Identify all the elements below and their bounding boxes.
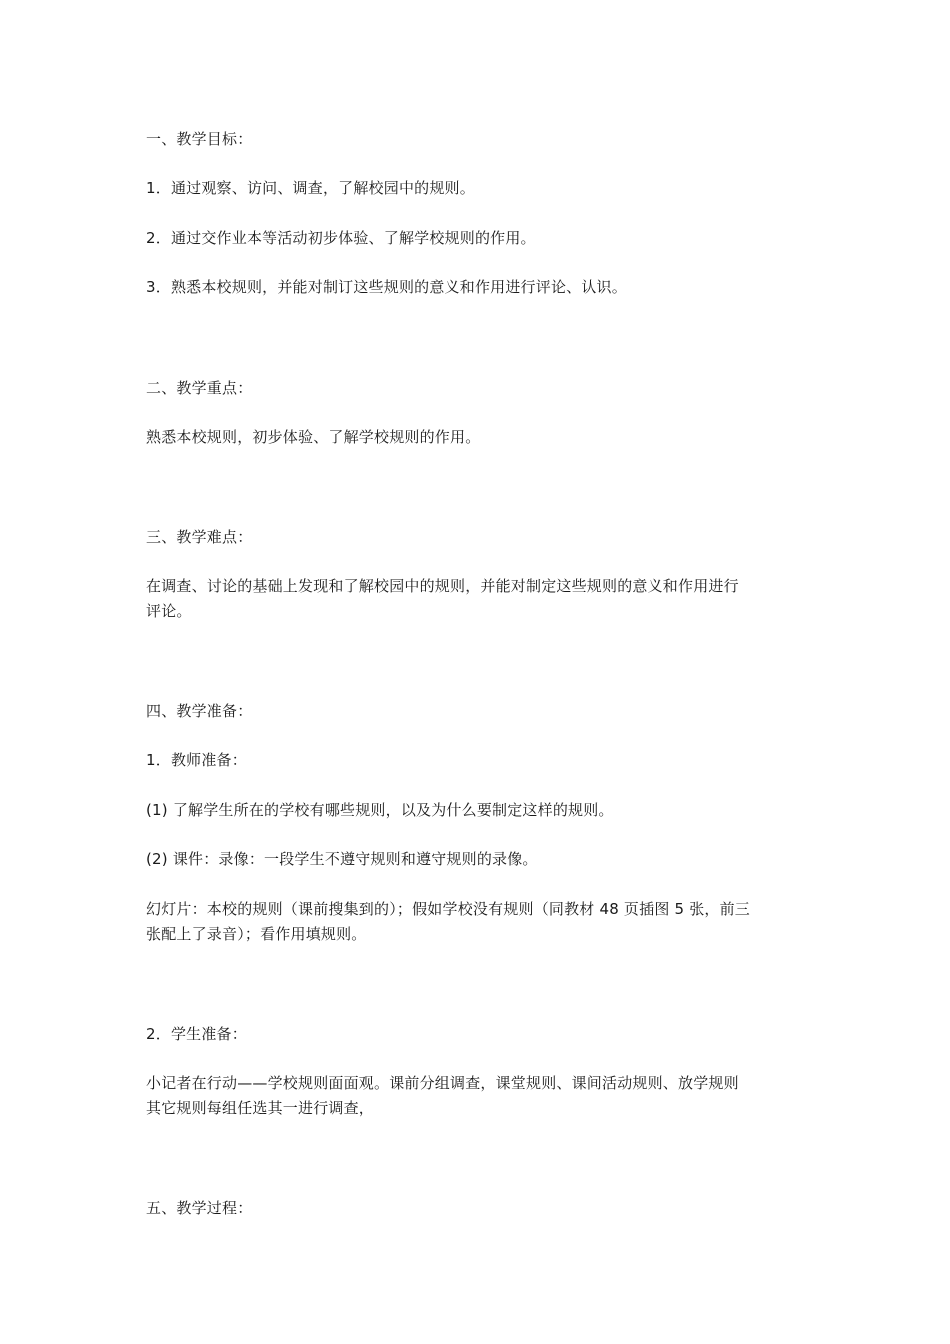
section-heading-process: 五、教学过程： <box>146 1199 253 1217</box>
teacher-preparation-item-1: (1) 了解学生所在的学校有哪些规则，以及为什么要制定这样的规则。 <box>146 801 614 819</box>
student-preparation-heading: 2．学生准备： <box>146 1025 247 1043</box>
teacher-preparation-item-2: (2) 课件：录像：一段学生不遵守规则和遵守规则的录像。 <box>146 850 538 868</box>
difficulties-text-line-2: 评论。 <box>146 602 192 620</box>
section-heading-preparation: 四、教学准备： <box>146 702 253 720</box>
teacher-preparation-heading: 1．教师准备： <box>146 751 247 769</box>
objective-item-2: 2．通过交作业本等活动初步体验、了解学校规则的作用。 <box>146 229 536 247</box>
student-preparation-line-1: 小记者在行动——学校规则面面观。课前分组调查，课堂规则、课间活动规则、放学规则 <box>146 1074 739 1092</box>
slides-text-line-2: 张配上了录音）；看作用填规则。 <box>146 925 367 943</box>
objective-item-1: 1．通过观察、访问、调查，了解校园中的规则。 <box>146 179 475 197</box>
section-heading-key-points: 二、教学重点： <box>146 379 253 397</box>
key-points-text: 熟悉本校规则，初步体验、了解学校规则的作用。 <box>146 428 481 446</box>
section-heading-difficulties: 三、教学难点： <box>146 528 253 546</box>
slides-text-line-1: 幻灯片：本校的规则（课前搜集到的）；假如学校没有规则（同教材 48 页插图 5 张，前三 <box>146 900 751 918</box>
difficulties-text-line-1: 在调查、讨论的基础上发现和了解校园中的规则，并能对制定这些规则的意义和作用进行 <box>146 577 739 595</box>
objective-item-3: 3．熟悉本校规则，并能对制订这些规则的意义和作用进行评论、认识。 <box>146 278 627 296</box>
student-preparation-line-2: 其它规则每组任选其一进行调查， <box>146 1099 375 1117</box>
section-heading-objectives: 一、教学目标： <box>146 130 253 148</box>
